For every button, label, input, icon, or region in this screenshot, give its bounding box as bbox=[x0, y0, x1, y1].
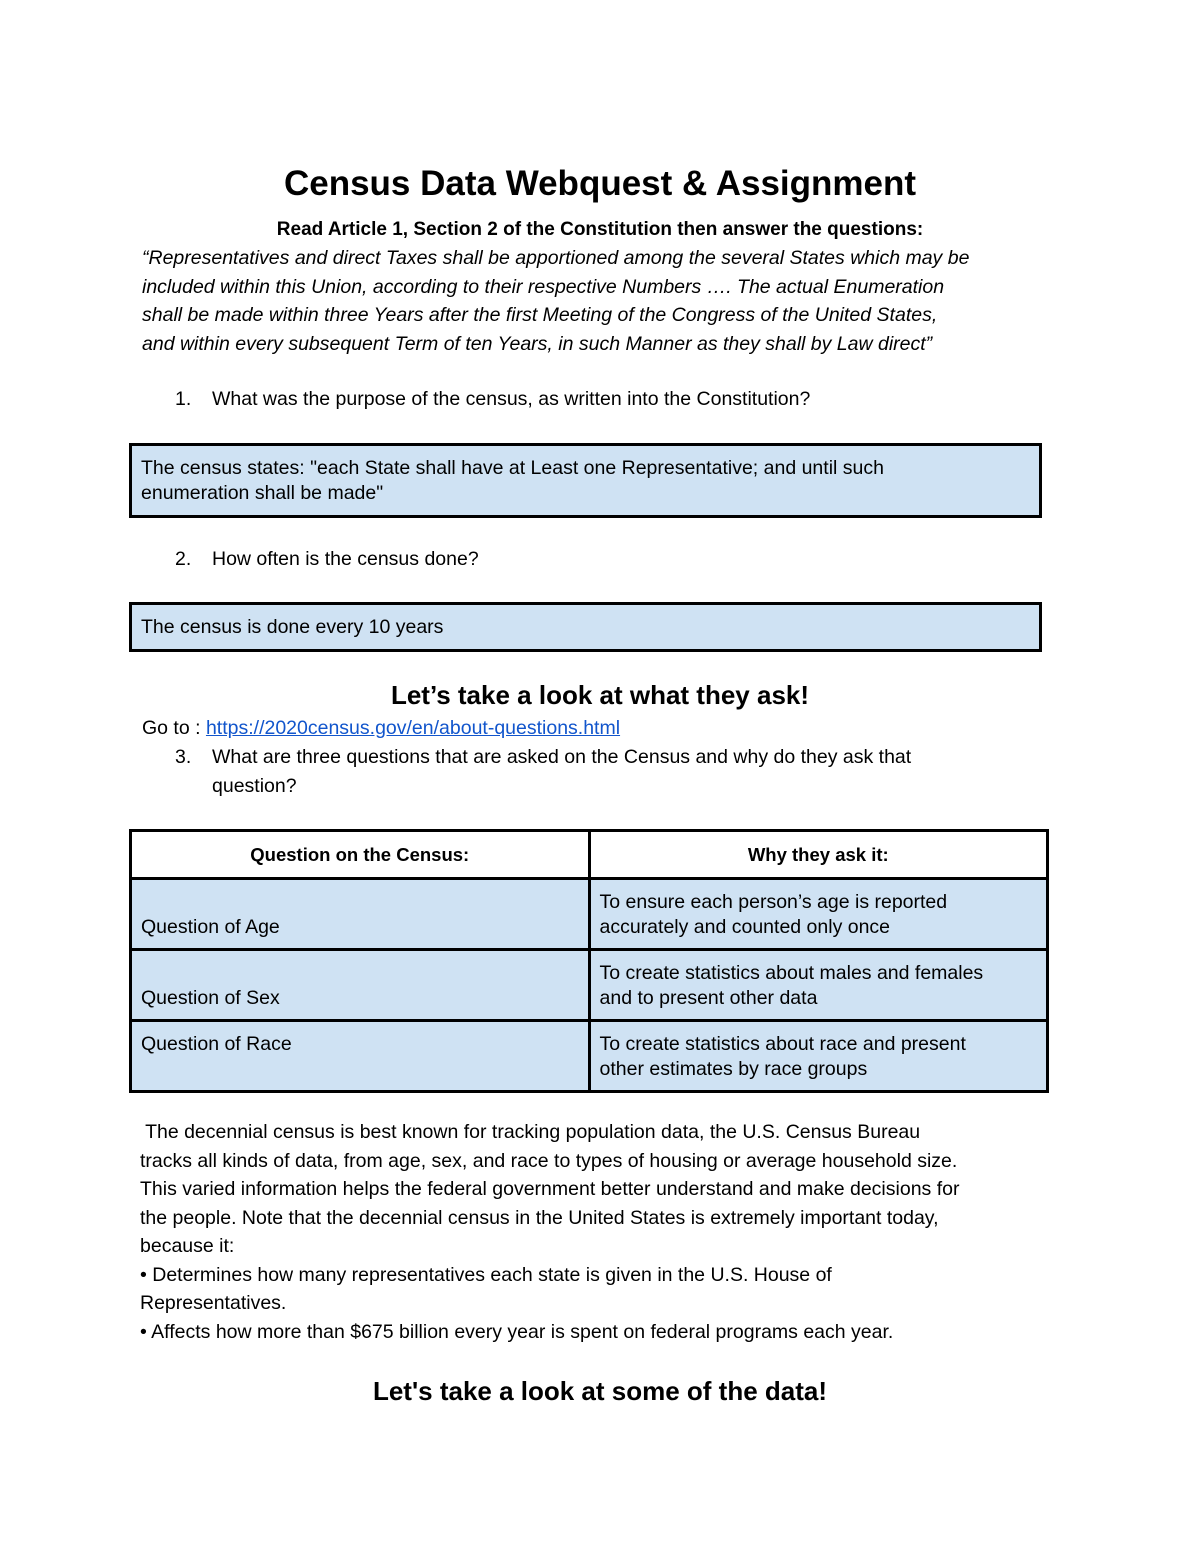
answer-box-2[interactable] bbox=[129, 602, 1042, 652]
quote-line: “Representatives and direct Taxes shall be apportioned among the several States which may be bbox=[142, 247, 970, 269]
answer-line: enumeration shall be made" bbox=[141, 482, 384, 504]
question-text bbox=[212, 743, 1012, 800]
question-number: 2. bbox=[175, 548, 192, 570]
table-row bbox=[131, 1021, 1048, 1092]
why-cell[interactable] bbox=[589, 950, 1048, 1021]
decennial-census-paragraph bbox=[140, 1118, 1060, 1346]
question-cell[interactable]: Question of Race bbox=[131, 1021, 590, 1092]
census-questions-link[interactable]: https://2020census.gov/en/about-questions.html bbox=[205, 717, 621, 739]
paragraph-line: tracks all kinds of data, from age, sex, and race to types of housing or average household size. bbox=[140, 1149, 958, 1172]
bullet-line: • Affects how more than $675 billion every year is spent on federal programs each year. bbox=[140, 1320, 894, 1343]
page-title: Census Data Webquest & Assignment bbox=[283, 164, 917, 204]
question-text: What was the purpose of the census, as written into the Constitution? bbox=[212, 388, 811, 410]
question-number: 3. bbox=[175, 746, 192, 768]
quote-line: shall be made within three Years after the first Meeting of the Congress of the United States, bbox=[142, 304, 938, 326]
why-line: To create statistics about males and females bbox=[599, 962, 984, 984]
bullet-line: Representatives. bbox=[140, 1292, 287, 1314]
section-heading-questions: Let’s take a look at what they ask! bbox=[390, 680, 810, 710]
question-number: 1. bbox=[175, 388, 192, 410]
question-cell[interactable]: Question of Sex bbox=[131, 950, 590, 1021]
intro-heading: Read Article 1, Section 2 of the Constitution then answer the questions: bbox=[276, 219, 924, 240]
table-row bbox=[131, 950, 1048, 1021]
why-line: To ensure each person’s age is reported bbox=[599, 891, 948, 913]
question-text-line: question? bbox=[212, 774, 297, 797]
census-questions-table bbox=[129, 829, 1049, 1093]
paragraph-line: This varied information helps the federal government better understand and make decisions for bbox=[140, 1178, 960, 1200]
column-header-question: Question on the Census: bbox=[131, 831, 590, 879]
question-2 bbox=[175, 545, 479, 574]
answer-line: The census is done every 10 years bbox=[141, 616, 444, 638]
table-header-row bbox=[131, 831, 1048, 879]
bullet-line: • Determines how many representatives each state is given in the U.S. House of bbox=[140, 1263, 832, 1286]
column-header-why: Why they ask it: bbox=[589, 831, 1048, 879]
question-1 bbox=[175, 385, 811, 414]
why-line: and to present other data bbox=[599, 987, 818, 1009]
goto-label: Go to : bbox=[142, 717, 206, 739]
constitution-quote bbox=[142, 244, 1072, 358]
why-cell[interactable] bbox=[589, 879, 1048, 950]
paragraph-line: the people. Note that the decennial census in the United States is extremely important today, bbox=[140, 1206, 939, 1229]
why-cell[interactable] bbox=[589, 1021, 1048, 1092]
question-cell[interactable]: Question of Age bbox=[131, 879, 590, 950]
question-3 bbox=[175, 743, 912, 797]
answer-line: The census states: "each State shall have at Least one Representative; and until such bbox=[141, 457, 884, 479]
quote-line: included within this Union, according to their respective Numbers …. The actual Enumeration bbox=[142, 275, 945, 298]
why-line: other estimates by race groups bbox=[599, 1058, 868, 1080]
why-line: accurately and counted only once bbox=[599, 916, 891, 938]
section-heading-data: Let's take a look at some of the data! bbox=[372, 1376, 828, 1406]
question-text: How often is the census done? bbox=[212, 548, 479, 570]
goto-line bbox=[142, 714, 620, 743]
paragraph-line: because it: bbox=[140, 1235, 235, 1257]
table-row bbox=[131, 879, 1048, 950]
paragraph-line: The decennial census is best known for tracking population data, the U.S. Census Bureau bbox=[140, 1121, 921, 1143]
quote-line: and within every subsequent Term of ten Years, in such Manner as they shall by Law direct” bbox=[142, 332, 933, 355]
question-text-line: What are three questions that are asked on the Census and why do they ask that bbox=[212, 746, 912, 768]
why-line: To create statistics about race and present bbox=[599, 1033, 966, 1055]
answer-box-1[interactable] bbox=[129, 443, 1042, 518]
